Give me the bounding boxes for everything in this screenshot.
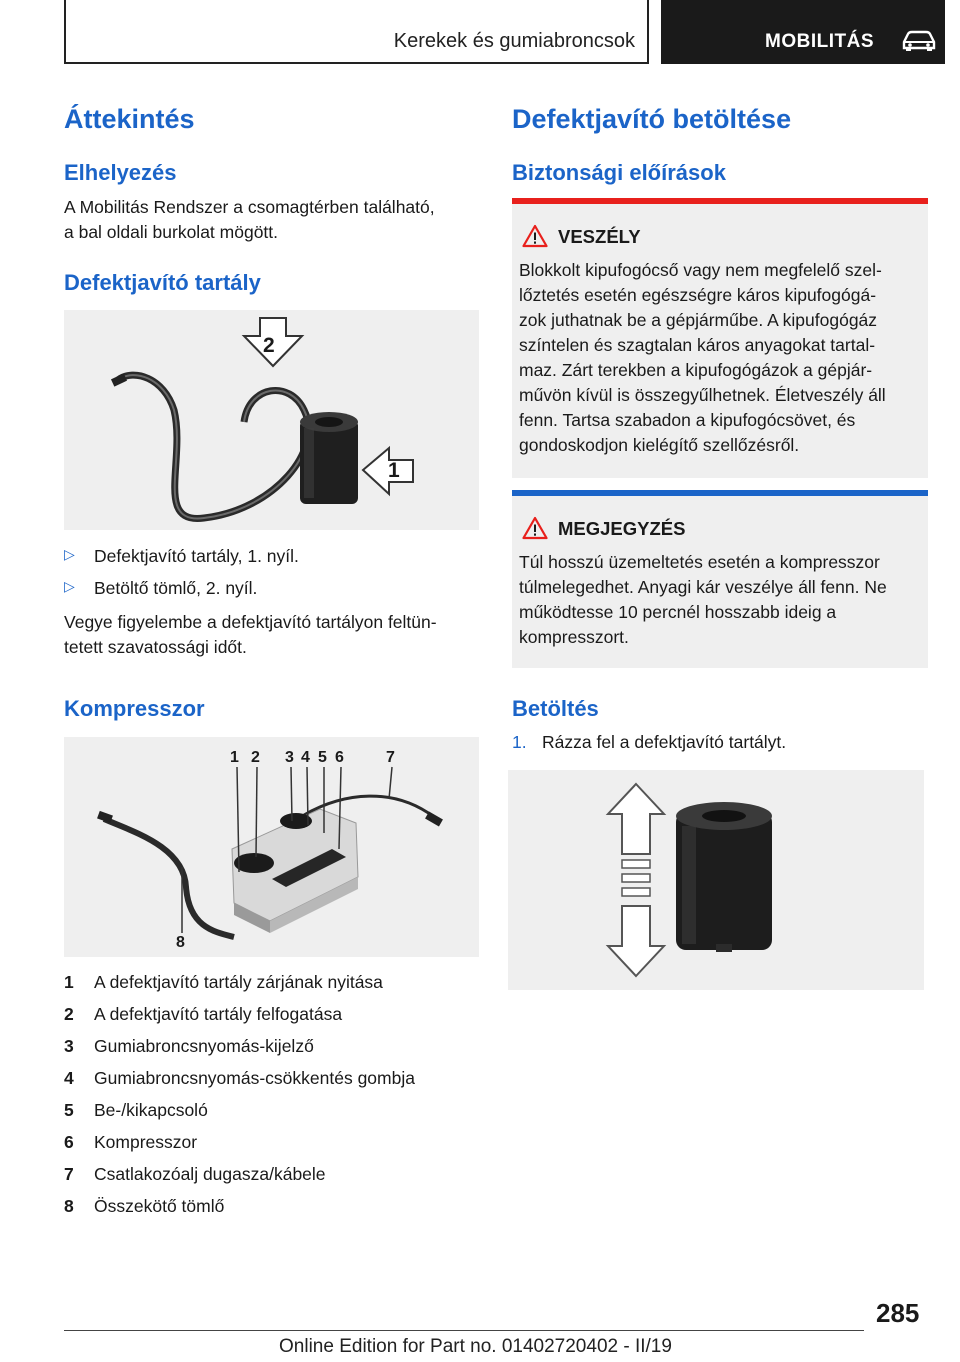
safety-heading: Biztonsági előírások [512, 160, 726, 185]
location-heading: Elhelyezés [64, 160, 177, 185]
step-item: 1. Rázza fel a defektjavító tartályt. [512, 732, 787, 752]
car-icon [901, 30, 937, 52]
compressor-figure [64, 737, 479, 957]
legend-item: 6 Kompresszor [64, 1132, 198, 1152]
legend-item: 3 Gumiabroncsnyomás-kijelző [64, 1036, 314, 1056]
figure-callout-2: 2 [263, 334, 275, 357]
compressor-illustration [64, 737, 479, 957]
container-heading: Defektjavító tartály [64, 270, 261, 295]
notice-title: MEGJEGYZÉS [558, 518, 686, 539]
header-chapter-tab[interactable] [661, 0, 945, 64]
notice-bar [512, 490, 928, 496]
shake-container-illustration [508, 770, 924, 990]
figure-callout-3: 3 [285, 749, 294, 766]
section-title: Kerekek és gumiabroncsok [393, 30, 635, 52]
location-text-line-2: a bal oldali burkolat mögött. [64, 222, 279, 242]
danger-text: Blokkolt kipufogócső vagy nem megfelelő szel‐ lőztetés esetén egészségre káros kipufogógá‐ zok juthatnak be a gépjárműbe. A kipufogógáz színtelen és szagtalan káros anyagokat tartal‐ maz. Zárt terekben a kipufogógázok a gépjár‐ művön kívül is összegyűlhetnek. Életveszély áll fenn. Tartsa szabadon a kipufogócsövet, és gondoskodjon kielégítő szellőzésről. [519, 260, 886, 455]
page-title: Áttekintés [64, 104, 195, 134]
footer-edition: Online Edition for Part no. 01402720402 - II/19 [279, 1336, 672, 1357]
shake-container-figure [508, 770, 924, 990]
figure-callout-8: 8 [176, 934, 185, 951]
filling-heading: Betöltés [512, 696, 599, 721]
legend-item: 4 Gumiabroncsnyomás-csökkentés gombja [64, 1068, 415, 1088]
chapter-label: MOBILITÁS [765, 31, 874, 52]
compressor-heading: Kompresszor [64, 696, 205, 721]
container-figure [64, 310, 479, 530]
footer-divider [64, 1330, 864, 1331]
notice-triangle-icon [522, 516, 548, 540]
page-number: 285 [876, 1298, 920, 1328]
notice-box [512, 490, 928, 668]
legend-item: 1 A defektjavító tartály zárjának nyitása [64, 972, 383, 992]
section-title-filling: Defektjavító betöltése [512, 104, 792, 134]
figure-callout-4: 4 [301, 749, 310, 766]
legend-item: 5 Be-/kikapcsoló [64, 1100, 208, 1120]
figure-callout-6: 6 [335, 749, 344, 766]
legend-item: 7 Csatlakozóalj dugasza/kábele [64, 1164, 326, 1184]
legend-item: 8 Összekötő tömlő [64, 1196, 225, 1216]
location-text-line-1: A Mobilitás Rendszer a csomagtérben található, [64, 197, 435, 217]
figure-callout-2: 2 [251, 749, 260, 766]
figure-callout-1: 1 [230, 749, 239, 766]
header-section-box [64, 0, 649, 64]
triangle-bullet-icon: ▷ [64, 546, 75, 562]
danger-title: VESZÉLY [558, 226, 641, 247]
danger-bar [512, 198, 928, 204]
warning-triangle-icon [522, 224, 548, 248]
figure-callout-7: 7 [386, 749, 395, 766]
container-note-line-1: Vegye figyelembe a defektjavító tartályon feltün‐ [64, 612, 437, 632]
figure-callout-1: 1 [388, 459, 400, 482]
triangle-bullet-icon: ▷ [64, 578, 75, 594]
figure-callout-5: 5 [318, 749, 327, 766]
container-note-line-2: tetett szavatossági időt. [64, 637, 247, 657]
danger-box [512, 198, 928, 478]
notice-text: Túl hosszú üzemeltetés esetén a kompresszor túlmelegedhet. Anyagi kár veszélye áll fenn. Ne működtesse 10 percnél hosszabb ideig a kompresszort. [519, 552, 887, 647]
legend-item: 2 A defektjavító tartály felfogatása [64, 1004, 343, 1024]
